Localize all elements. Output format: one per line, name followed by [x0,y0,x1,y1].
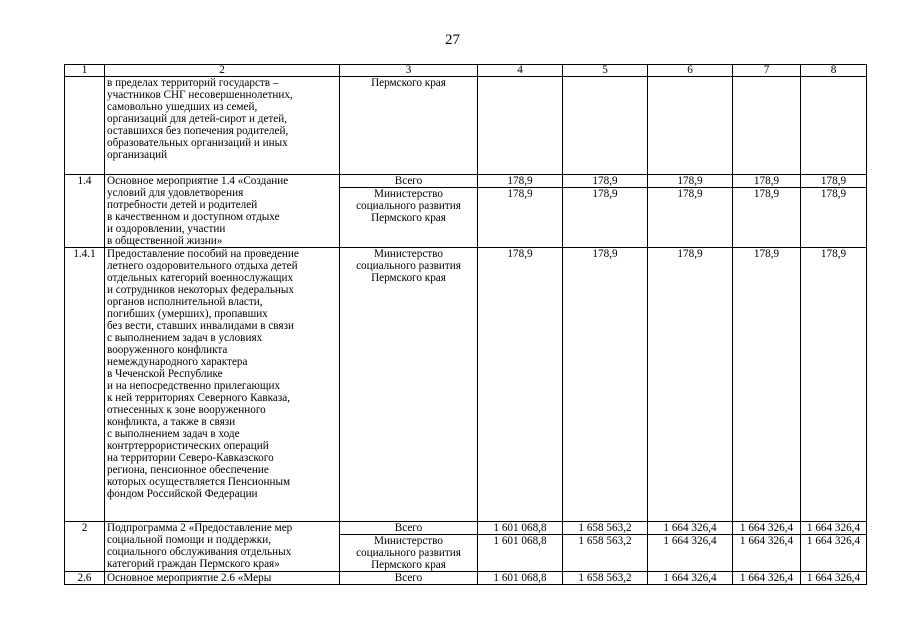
row-code: 2.6 [65,572,105,585]
value-cell: 1 664 326,4 [801,535,867,572]
value-cell [478,77,563,175]
budget-table [64,64,867,585]
value-cell: 1 658 563,2 [563,572,648,585]
value-cell: 178,9 [648,175,733,188]
table-row-total [65,522,867,535]
row-title: Предоставление пособий на проведение летнего оздоровительного отдыха детей отдельных категорий военнослужащих и сотрудников некоторых федеральных органов исполнительной власти, погибших (умерших), пропавших без вести, ставших инвалидами в связи с выполнением задач в условиях вооруженного конфликта немеждународного характера в Чеченской Республике и на непосредственно прилегающих к ней территориях Северного Кавказа, отнесенных к зоне вооруженного конфликта, а также в связи с выполнением задач в ходе контртеррористических операций на территории Северо-Кавказского региона, пенсионное обеспечение которых осуществляется Пенсионным фондом Российской Федерации [105,248,340,522]
value-cell: 178,9 [563,248,648,522]
row-executor: Всего [340,522,478,535]
value-cell: 1 664 326,4 [733,535,801,572]
value-cell: 178,9 [478,248,563,522]
column-number: 7 [733,65,801,77]
column-number: 5 [563,65,648,77]
row-code: 1.4 [65,175,105,248]
page-number: 27 [445,32,460,48]
value-cell: 1 664 326,4 [648,522,733,535]
row-executor: Всего [340,572,478,585]
value-cell: 1 664 326,4 [648,572,733,585]
row-code [65,77,105,175]
value-cell: 1 664 326,4 [733,522,801,535]
value-cell: 178,9 [733,248,801,522]
value-cell: 1 664 326,4 [733,572,801,585]
value-cell [801,77,867,175]
value-cell: 178,9 [648,248,733,522]
value-cell: 1 664 326,4 [801,572,867,585]
value-cell: 1 601 068,8 [478,522,563,535]
row-code: 2 [65,522,105,572]
value-cell: 178,9 [478,188,563,248]
value-cell: 178,9 [733,175,801,188]
value-cell: 178,9 [801,175,867,188]
column-number: 4 [478,65,563,77]
row-code: 1.4.1 [65,248,105,522]
row-executor: Министерство социального развития Пермского края [340,248,478,522]
value-cell: 178,9 [478,175,563,188]
value-cell: 178,9 [648,188,733,248]
value-cell [563,77,648,175]
value-cell: 1 664 326,4 [648,535,733,572]
table-row-total [65,572,867,585]
table-row [65,248,867,522]
value-cell: 178,9 [563,188,648,248]
value-cell: 178,9 [801,248,867,522]
row-executor: Министерство социального развития Пермского края [340,535,478,572]
value-cell [733,77,801,175]
column-number-row [65,65,867,77]
value-cell: 178,9 [801,188,867,248]
value-cell [648,77,733,175]
table-row-total [65,175,867,188]
row-title: Подпрограмма 2 «Предоставление мер социальной помощи и поддержки, социального обслуживания отдельных категорий граждан Пермского края» [105,522,340,572]
column-number: 2 [105,65,340,77]
value-cell: 1 658 563,2 [563,535,648,572]
row-executor: Всего [340,175,478,188]
row-executor: Пермского края [340,77,478,175]
table-row-continuation [65,77,867,175]
row-executor: Министерство социального развития Пермского края [340,188,478,248]
value-cell: 178,9 [733,188,801,248]
column-number: 8 [801,65,867,77]
row-title: в пределах территорий государств – участников СНГ несовершеннолетних, самовольно ушедших из семей, организаций для детей-сирот и детей, оставшихся без попечения родителей, образовательных организаций и иных организаций [105,77,340,175]
column-number: 1 [65,65,105,77]
value-cell: 1 658 563,2 [563,522,648,535]
value-cell: 1 601 068,8 [478,572,563,585]
column-number: 3 [340,65,478,77]
value-cell: 1 664 326,4 [801,522,867,535]
value-cell: 1 601 068,8 [478,535,563,572]
column-number: 6 [648,65,733,77]
value-cell: 178,9 [563,175,648,188]
row-title: Основное мероприятие 2.6 «Меры [105,572,340,585]
row-title: Основное мероприятие 1.4 «Создание условий для удовлетворения потребности детей и родителей в качественном и доступном отдыхе и оздоровлении, участии в общественной жизни» [105,175,340,248]
